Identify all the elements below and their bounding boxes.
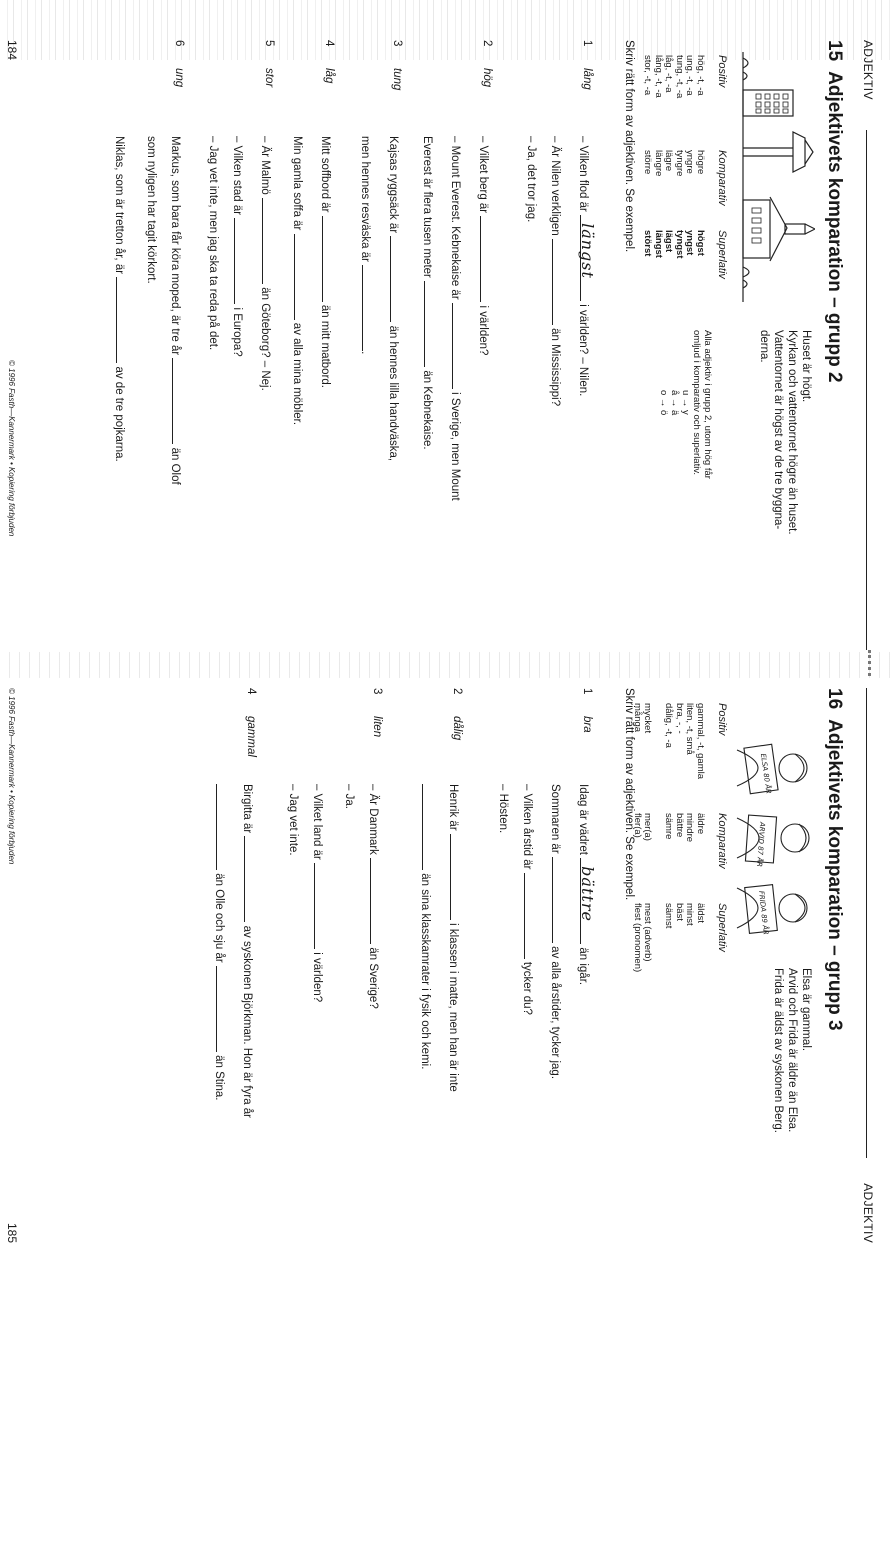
buildings-illustration xyxy=(740,52,815,302)
answer-blank[interactable] xyxy=(314,863,327,949)
page-number: 184 xyxy=(5,40,19,61)
page-number: 185 xyxy=(5,1222,19,1243)
chapter-number: 16 xyxy=(824,688,845,710)
answer-blank[interactable] xyxy=(262,198,275,284)
header-rule xyxy=(866,130,867,650)
section-label: ADJEKTIV xyxy=(861,40,875,100)
chapter-number: 15 xyxy=(824,40,845,62)
intro-text: Huset är högt. Kyrkan och vattentornet högre än huset. Vattentornet är högst av de tre byggna- derna. xyxy=(758,330,812,535)
exercise-instruction: Skriv rätt form av adjektiven. Se exempel. xyxy=(623,688,635,901)
table-column-komparativ: högre yngre tyngre lägre längre större xyxy=(642,150,706,177)
answer-blank[interactable] xyxy=(362,265,375,351)
table-column-positiv: hög, -t, -a ung, -t, -a tung, -t, -a låg, -t, -a lång, -t, -a stor, -t, -a xyxy=(642,55,706,99)
answer-blank[interactable] xyxy=(244,836,257,922)
table-column-positiv: gammal, -t, gamla liten, -t, små bra, -, - dålig, -t, -a mycket många xyxy=(632,703,706,780)
answer-blank[interactable] xyxy=(450,834,463,920)
answer-blank[interactable] xyxy=(216,784,229,870)
chapter-title: Adjektivets komparation – grupp 3 xyxy=(824,719,845,1031)
gutter-mark xyxy=(868,650,881,676)
answer-blank[interactable] xyxy=(452,303,465,389)
sign-elsa: ELSA 80 ÅR xyxy=(758,753,773,795)
answer-blank[interactable] xyxy=(294,234,307,320)
section-label: ADJEKTIV xyxy=(861,1183,875,1243)
answer-blank[interactable] xyxy=(552,857,565,943)
copyright-notice: © 1996 Fasth—Kannermark • Kopiering förbjuden xyxy=(7,688,16,865)
answer-blank[interactable] xyxy=(116,277,129,363)
answer-blank[interactable] xyxy=(424,281,437,367)
chapter-title: Adjektivets komparation – grupp 2 xyxy=(824,71,845,383)
page-title xyxy=(823,688,845,1031)
answer-blank[interactable] xyxy=(390,236,403,322)
answer-blank[interactable] xyxy=(480,216,493,302)
answer-blank[interactable] xyxy=(172,358,185,444)
answer-blank[interactable] xyxy=(578,858,597,944)
answer-blank[interactable] xyxy=(578,215,597,301)
intro-text: Elsa är gammal. Arvid och Frida är äldre än Elsa. Frida är äldst av syskonen Berg. xyxy=(772,968,812,1133)
copyright-notice: © 1996 Fasth—Kannermark • Kopiering förbjuden xyxy=(7,360,16,537)
table-column-komparativ: äldre mindre bättre sämre mer(a) fler(a) xyxy=(632,813,706,843)
omljud-note: Alla adjektiv i grupp 2, utom hög får omljud i komparativ och superlativ. u → y å → ä o → ö xyxy=(658,330,713,479)
answer-blank[interactable] xyxy=(234,218,247,304)
table-column-superlativ: högst yngst tyngst lägst längst störst xyxy=(642,230,706,259)
exercise-instruction: Skriv rätt form av adjektiven. Se exempel. xyxy=(623,40,635,253)
page-185: ADJEKTIV 16Adjektivets komparation – grupp 3 ELSA 80 ÅR ARVID 87 ÅR FRIDA 89 ÅR Elsa är gammal. Arvid och Frida är äldre än Elsa. Frida är äldst av syskonen Berg. Positiv Komparativ Superlativ gammal, -t, gamla liten, -t, små bra, -, - dålig, -t, -a mycket många äldre mindre bättre sämre mer(a) fler(a) äldst minst bäst sämst mest (adverb) flest (pronomen) Skriv rätt form av adjektiven. Se exempel. 1 bra Idag är vädret bättre än igår. Sommaren är av alla årstider, tycker jag. – Vilken årstid är tycker du? – Hösten. 2 dålig Henrik är i klassen i matte, men han är inte än sina klasskamrater i fysik och kemi. 3 liten – Är Danmark än Sverige? – Ja. – Vilket land är i världen? – Jag vet inte. 4 gammal Birgitta är av syskonen Björkman. Hon är fyra år än Olle och sju år än Stina. 185 © 1996 Fasth—Kannermark • Kopiering förbjuden xyxy=(5,688,875,1243)
answer-blank[interactable] xyxy=(422,784,435,870)
answer-blank[interactable] xyxy=(370,858,383,944)
table-column-superlativ: äldst minst bäst sämst mest (adverb) flest (pronomen) xyxy=(632,903,706,973)
answer-blank[interactable] xyxy=(216,966,229,1052)
sign-frida: FRIDA 89 ÅR xyxy=(757,890,770,936)
page-184: ADJEKTIV 15Adjektivets komparation – grupp 2 Huset är högt. Kyrkan och vattentornet högre än huset. Vattentornet är högst av de tre byggna- derna. Positiv Komparativ Superlativ hög, -t, -a ung, -t, -a tung, -t, -a låg, -t, -a lång, -t, -a stor, -t, -a högre yngre tyngre lägre längre större högst yngst tyngst lägst längst störst Alla adjektiv i grupp 2, utom hög får omljud i komparativ och superlativ. u → y å → ä o → ö Skriv rätt form av adjektiven. Se exempel. 1 lång – Vilken flod är längst i världen? – Nilen. – Är Nilen verkligen än Mississippi? – Ja, det tror jag. 2 hög – Vilket berg är i världen? – Mount Everest. Kebnekaise är i Sverige, men Mount Everest är flera tusen meter än Kebnekaise. 3 tung Kajsas ryggsäck är än hennes lilla handväska, men hennes resväska är . 4 låg Mitt soffbord är än mitt matbord. Min gamla soffa är av alla mina möbler. 5 stor – Är Malmö än Göteborg? – Nej. – Vilken stad är i Europa? – Jag vet inte, men jag ska ta reda på det. 6 ung Markus, som bara får köra moped, är tre år än Olof som nyligen har tagit körkort. Niklas, som är tretton år, är av de tre pojkarna. 184 © 1996 Fasth—Kannermark • Kopiering förbjuden xyxy=(5,40,875,650)
answer-blank[interactable] xyxy=(322,216,335,302)
answer-blank[interactable] xyxy=(552,239,565,325)
siblings-illustration xyxy=(735,728,815,948)
example-answer: bättre xyxy=(578,866,597,922)
answer-blank[interactable] xyxy=(524,873,537,959)
sign-arvid: ARVID 87 ÅR xyxy=(755,821,767,868)
page-title xyxy=(823,40,845,383)
example-answer: längst xyxy=(578,223,597,279)
header-rule xyxy=(866,688,867,1158)
